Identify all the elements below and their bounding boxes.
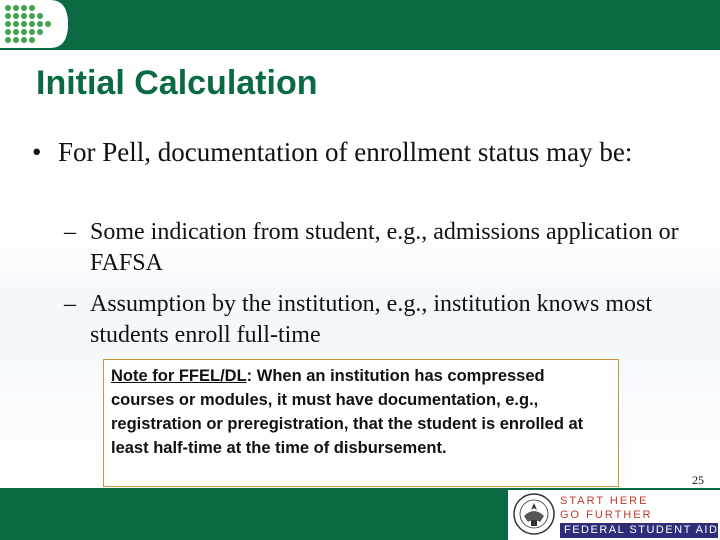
sub-bullet-2 — [64, 289, 704, 351]
fsa-logo — [508, 490, 720, 540]
sub-bullet-2-text: Assumption by the institution, e.g., institution knows most students enroll full-time — [90, 291, 653, 348]
main-bullet — [32, 136, 702, 169]
main-bullet-text: For Pell, documentation of enrollment status may be: — [58, 137, 633, 167]
department-seal-icon — [512, 492, 556, 536]
page-number: 25 — [692, 473, 704, 487]
fsa-tagline-start: START HERE — [560, 495, 649, 507]
sub-bullet-1-text: Some indication from student, e.g., admissions application or FAFSA — [90, 219, 679, 276]
sub-bullet-marker: – — [64, 291, 76, 317]
fsa-name — [560, 523, 718, 538]
dot-grid-logo-icon — [0, 0, 68, 48]
fsa-name-text: FEDERAL STUDENT AID — [564, 524, 719, 536]
sub-bullet-marker: – — [64, 219, 76, 245]
bullet-marker: • — [32, 137, 42, 167]
sub-bullet-1 — [64, 217, 704, 279]
fsa-tagline-further: GO FURTHER — [560, 509, 653, 521]
note-box — [103, 359, 619, 487]
slide-title: Initial Calculation — [36, 64, 318, 102]
note-colon: : — [246, 367, 253, 385]
note-body: When an institution has compressed courses or modules, it must have documentation, e.g., registration or preregistration, that the student is enrolled at least half-time at the time of disbursement. — [111, 367, 584, 457]
header-bar — [0, 0, 720, 50]
note-label: Note for FFEL/DL — [111, 367, 247, 385]
note-text — [111, 364, 611, 460]
